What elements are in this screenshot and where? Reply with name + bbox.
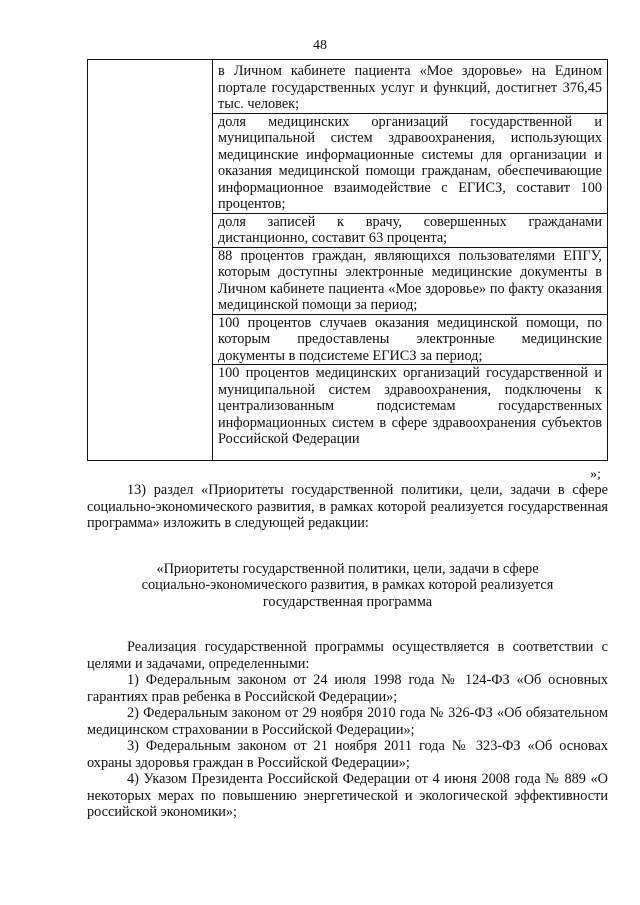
- list-item: 2) Федеральным законом от 29 ноября 2010 года № 326-ФЗ «Об обязательном медицинском страховании в Российской Федерации»;: [87, 705, 608, 738]
- section-heading: «Приоритеты государственной политики, цели, задачи в сфере социально-экономического развития, в рамках которой реализуется государственная программа: [141, 560, 554, 610]
- table-paragraph: доля записей к врачу, совершенных гражданами дистанционно, составит 63 процента;: [213, 213, 607, 247]
- table-paragraph: 100 процентов медицинских организаций государственной и муниципальной систем здравоохранения, подключены к централизованным подсистемам государственных информационных систем в сфере здравоохранения субъектов Российской Федерации: [213, 364, 607, 448]
- document-body: [87, 482, 608, 821]
- item-13-paragraph: 13) раздел «Приоритеты государственной политики, цели, задачи в сфере социально-экономического развития, в рамках которой реализуется государственная программа» изложить в следующей редакции:: [87, 482, 608, 531]
- table-left-cell: [88, 60, 213, 460]
- table-paragraph: доля медицинских организаций государственной и муниципальной систем здравоохранения, использующих медицинские информационные системы для организации и оказания медицинской помощи гражданам, обеспечивающие информационное взаимодействие с ЕГИСЗ, составит 100 процентов;: [213, 113, 607, 213]
- list-item: 4) Указом Президента Российской Федерации от 4 июня 2008 года № 889 «О некоторых мерах по повышению энергетической и экологической эффективности российской экономики»;: [87, 771, 608, 820]
- list-item: 3) Федеральным законом от 21 ноября 2011 года № 323-ФЗ «Об основах охраны здоровья граждан в Российской Федерации»;: [87, 738, 608, 771]
- list-item: 1) Федеральным законом от 24 июля 1998 года № 124-ФЗ «Об основных гарантиях прав ребенка в Российской Федерации»;: [87, 672, 608, 705]
- continuation-table: [87, 59, 608, 461]
- table-paragraph: в Личном кабинете пациента «Мое здоровье» на Едином портале государственных услуг и функций, достигнет 376,45 тыс. человек;: [218, 63, 602, 112]
- table-closing-quote: »;: [590, 467, 601, 482]
- table-right-cell: [213, 60, 607, 460]
- table-paragraph: 100 процентов случаев оказания медицинской помощи, по которым предоставлены электронные медицинские документы в подсистеме ЕГИСЗ за период;: [213, 314, 607, 365]
- intro-paragraph: Реализация государственной программы осуществляется в соответствии с целями и задачами, определенными:: [87, 639, 608, 672]
- table-paragraph: 88 процентов граждан, являющихся пользователями ЕПГУ, которым доступны электронные медицинские документы в Личном кабинете пациента «Мое здоровье» по факту оказания медицинской помощи за период;: [213, 247, 607, 314]
- page-number: 48: [313, 38, 327, 53]
